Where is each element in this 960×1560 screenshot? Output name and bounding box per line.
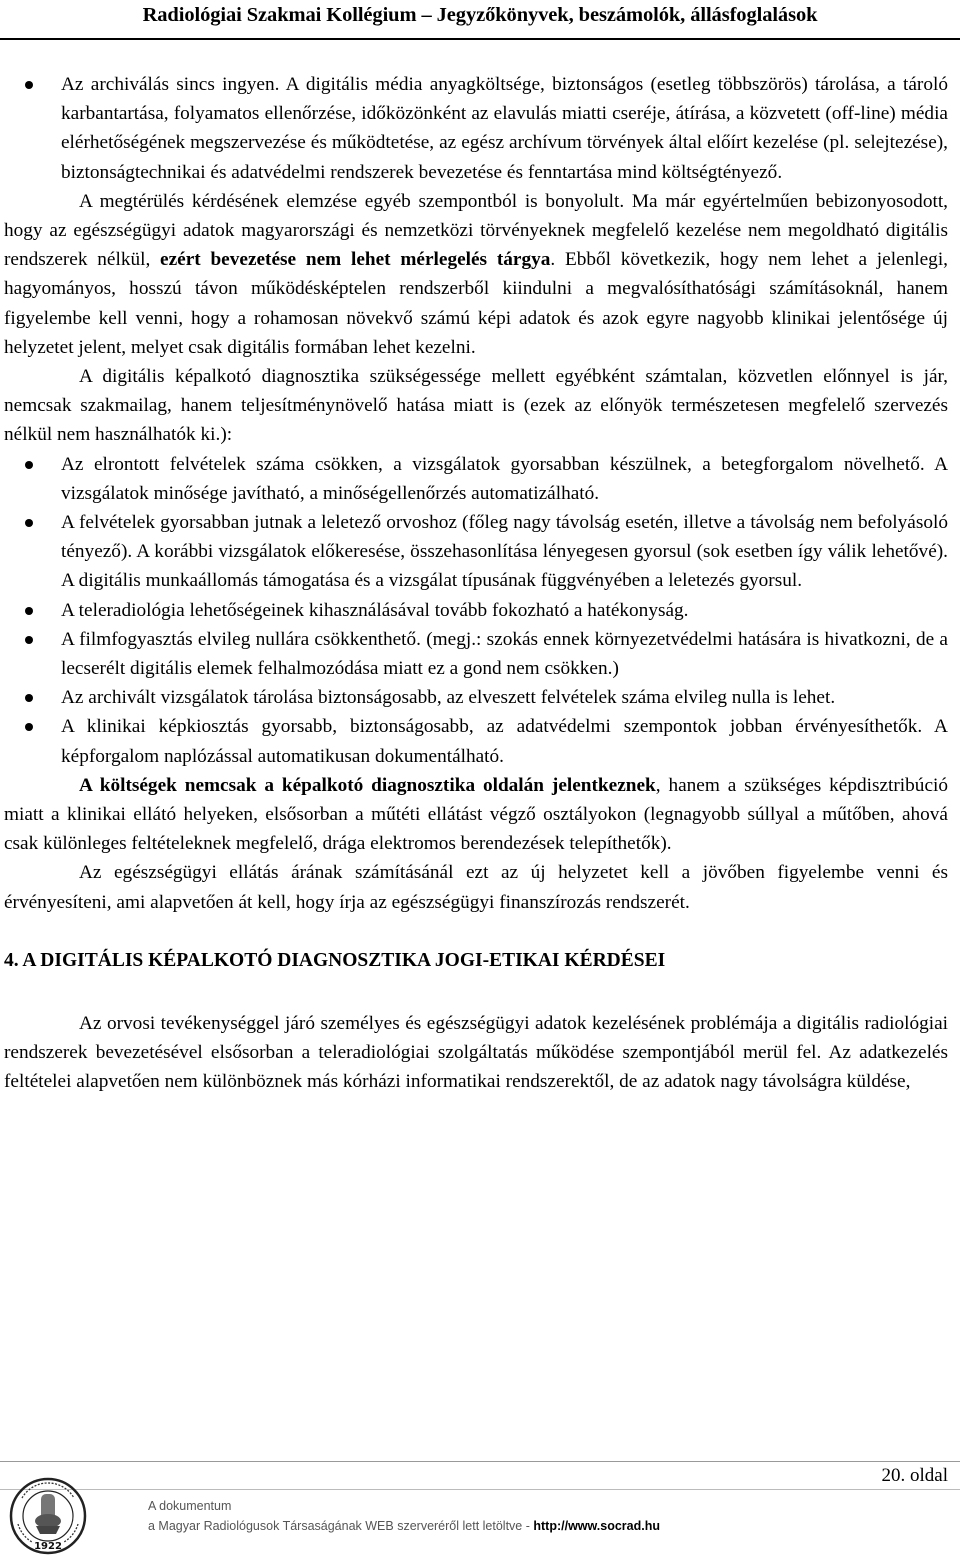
benefits-bullet-list <box>4 450 948 771</box>
section-heading: 4. A DIGITÁLIS KÉPALKOTÓ DIAGNOSZTIKA JOGI-ETIKAI KÉRDÉSEI <box>4 949 666 971</box>
bullet-icon <box>25 723 33 731</box>
page-number: 20. oldal <box>881 1465 948 1486</box>
paragraph-costs: A költségek nemcsak a képalkotó diagnosztika oldalán jelentkeznek, hanem a szükséges képdisztribúció miatt a klinikai ellátó helyeken, elsősorban a műtéti ellátást végző osztályokon (legnagyobb súllyal a műtőben, ahová csak különleges feltételeknek megfelelő, drága elektromos berendezések telepíthetők). <box>4 774 948 855</box>
document-body <box>4 70 948 1097</box>
paragraph-financing: Az egészségügyi ellátás árának számításánál ezt az új helyzetet kell a jövőben figyelembe venni és érvényesíteni, ami alapvetően át kell, hogy írja az egészségügyi finanszírozás rendszerét. <box>4 862 948 913</box>
footer-divider-secondary <box>0 1489 960 1490</box>
archiving-bullet-list <box>4 70 948 187</box>
header-divider <box>0 38 960 40</box>
bullet-icon <box>25 81 33 89</box>
paragraph-return-on-investment: A megtérülés kérdésének elemzése egyéb szempontból is bonyolult. Ma már egyértelműen bebizonyosodott, hogy az egészségügyi adatok magyarországi és nemzetközi törvényeknek megfelelő kezelése nem megoldható digitális rendszerek nélkül, ezért bevezetése nem lehet mérlegelés tárgya. Ebből következik, hogy nem lehet a jelenlegi, hagyományos, hosszú távon működésképtelen rendszerből kiindulni a megvalósíthatósági számításoknál, hanem figyelembe kell venni, hogy a rohamosan növekvő számú képi adatok és azok egyre nagyobb klinikai jelentősége új helyzetet jelent, melyet csak digitális formában lehet kezelni. <box>4 190 948 358</box>
society-logo <box>8 1476 88 1556</box>
bold-emphasis: A költségek nemcsak a képalkotó diagnosztika oldalán jelentkeznek <box>79 774 656 796</box>
footer-divider <box>0 1461 960 1462</box>
list-item: Az archivált vizsgálatok tárolása biztonságosabb, az elveszett felvételek száma elvileg nulla is lehet. <box>4 683 948 712</box>
logo-year: 1922 <box>34 1541 62 1552</box>
list-item: A teleradiológia lehetőségeinek kihasználásával tovább fokozható a hatékonyság. <box>4 596 948 625</box>
bullet-icon <box>25 636 33 644</box>
bullet-icon <box>25 607 33 615</box>
page-header: Radiológiai Szakmai Kollégium – Jegyzőkönyvek, beszámolók, állásfoglalások <box>142 4 818 26</box>
source-link[interactable]: http://www.socrad.hu <box>533 1519 660 1533</box>
list-item: Az archiválás sincs ingyen. A digitális média anyagköltsége, biztonságos (esetleg többszörös) tárolása, a tároló karbantartása, folyamatos ellenőrzése, időközönként az elavulás miatti cseréje, átírása, a közvetett (off-line) média elérhetőségének megszervezése és működtetése, az egész archívum törvények által előírt kezelése (pl. selejtezése), biztonságtechnikai és adatvédelmi rendszerek bevezetése és fenntartása mind költségtényező. <box>4 70 948 187</box>
footer-source: A dokumentum a Magyar Radiológusok Társaságának WEB szerveréről lett letöltve - http://www.socrad.hu <box>148 1499 660 1533</box>
list-item: Az elrontott felvételek száma csökken, a vizsgálatok gyorsabban készülnek, a betegforgalom növelhető. A vizsgálatok minősége javítható, a minőségellenőrzés automatizálható. <box>4 450 948 508</box>
bold-emphasis: ezért bevezetése nem lehet mérlegelés tárgya <box>160 249 551 271</box>
list-item: A felvételek gyorsabban jutnak a leletező orvoshoz (főleg nagy távolság esetén, illetve a távolság nem befolyásoló tényező). A korábbi vizsgálatok előkeresése, összehasonlítása lényegesen gyorsul (sok esetben így válik lehetővé). A digitális munkaállomás támogatása és a vizsgálat típusának függvényében a leletezés gyorsul. <box>4 508 948 596</box>
paragraph-legal-ethical: Az orvosi tevékenységgel járó személyes és egészségügyi adatok kezelésének problémája a digitális radiológiai rendszerek bevezetésével elsősorban a teleradiológiai szolgáltatás működése szempontjából merül fel. Az adatkezelés feltételei alapvetően nem különböznek más kórházi informatikai rendszerektől, de az adatok nagy távolságra küldése, <box>4 1012 948 1093</box>
bullet-icon <box>25 461 33 469</box>
bullet-icon <box>25 694 33 702</box>
list-item: A filmfogyasztás elvileg nullára csökkenthető. (megj.: szokás ennek környezetvédelmi hatására is hivatkozni, de a lecserélt digitális elemek felhalmozódása miatt ez a gond nem csökken.) <box>4 625 948 683</box>
bullet-icon <box>25 519 33 527</box>
paragraph-benefits-intro: A digitális képalkotó diagnosztika szükségessége mellett egyébként számtalan, közvetlen előnnyel is jár, nemcsak szakmailag, hanem teljesítménynövelő hatása miatt is (ezek az előnyök természetesen megfelelő szervezés nélkül nem használhatók ki.): <box>4 366 948 446</box>
list-item: A klinikai képkiosztás gyorsabb, biztonságosabb, az adatvédelmi szempontok jobban érvényesíthetők. A képforgalom naplózással automatikusan dokumentálható. <box>4 712 948 770</box>
